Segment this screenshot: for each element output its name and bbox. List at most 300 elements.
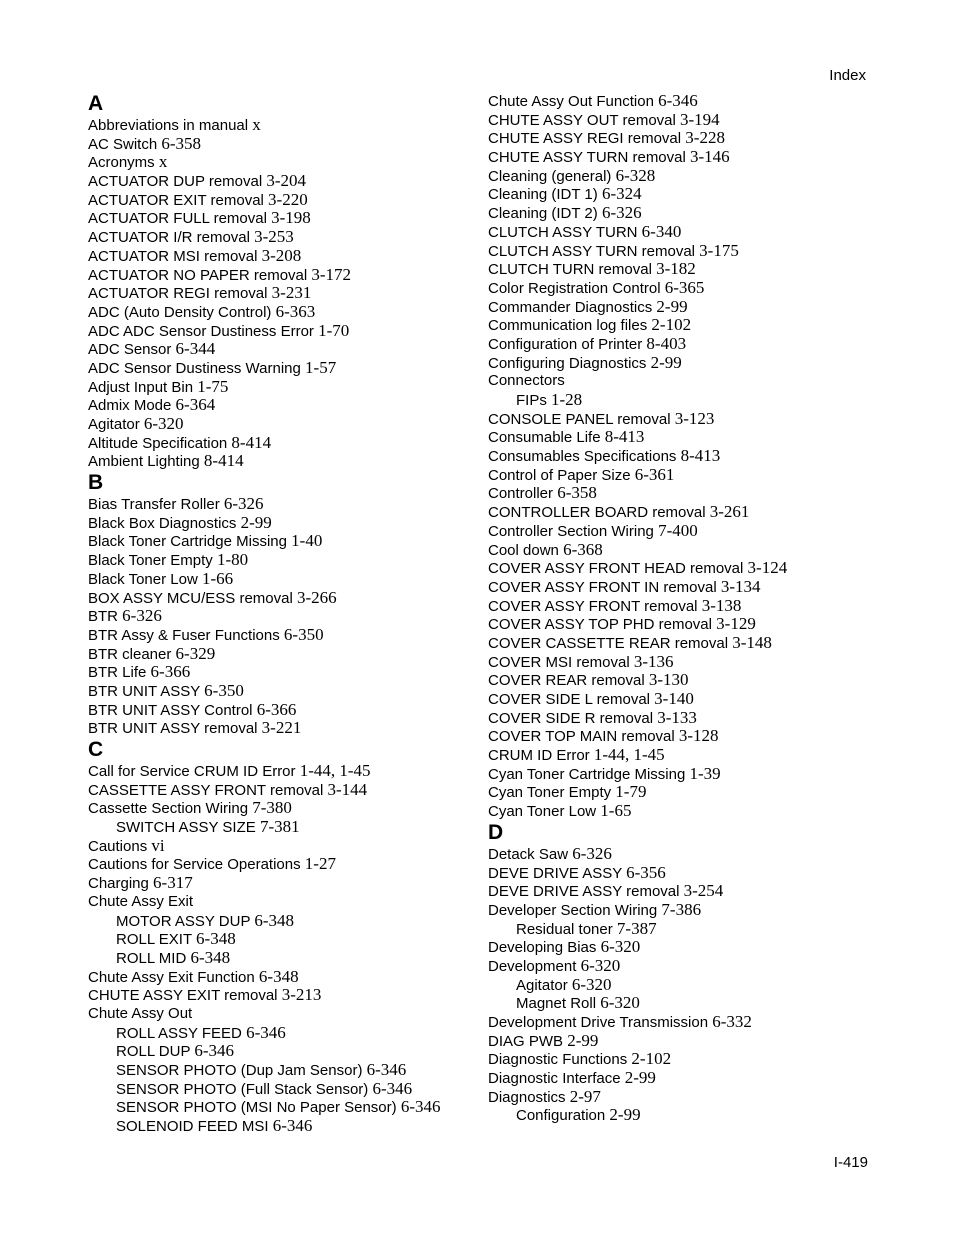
entry-term: Cyan Toner Empty	[488, 784, 612, 802]
entry-page-ref[interactable]: 6-328	[615, 165, 656, 185]
index-entry	[488, 746, 868, 765]
entry-page-ref[interactable]: 7-386	[661, 899, 702, 919]
index-entry	[88, 682, 468, 701]
index-entry	[488, 938, 868, 957]
entry-term: CRUM ID Error	[488, 747, 590, 765]
entry-page-ref[interactable]: 3-123	[674, 408, 715, 428]
entry-page-ref[interactable]: 6-365	[664, 277, 705, 297]
index-entry	[88, 247, 468, 266]
index-entry	[488, 1069, 868, 1088]
entry-page-ref[interactable]: 6-348	[258, 966, 299, 986]
entry-page-ref[interactable]: 6-329	[175, 643, 216, 663]
entry-term: Diagnostic Interface	[488, 1070, 621, 1088]
entry-page-ref[interactable]: 1-39	[689, 763, 721, 783]
index-entry	[88, 570, 468, 589]
index-entry	[88, 303, 468, 322]
index-subentry	[88, 1042, 468, 1061]
index-entry	[488, 845, 868, 864]
index-entry	[88, 135, 468, 154]
entry-page-ref[interactable]: 7-381	[259, 817, 300, 837]
entry-term: DIAG PWB	[488, 1032, 564, 1050]
index-entry	[88, 209, 468, 228]
entry-term: ROLL DUP	[116, 1043, 191, 1061]
entry-page-ref[interactable]: 2-102	[651, 315, 692, 335]
entry-term: Agitator	[88, 416, 140, 433]
entry-page-ref[interactable]: 6-324	[601, 184, 642, 204]
index-entry	[488, 279, 868, 298]
entry-page-ref[interactable]: 1-28	[551, 390, 583, 409]
index-entry	[88, 452, 468, 471]
entry-page-ref[interactable]: 3-128	[678, 726, 719, 746]
entry-page-ref[interactable]: 3-261	[709, 502, 750, 522]
entry-term: Black Toner Low	[88, 570, 198, 588]
index-subentry	[488, 391, 868, 410]
index-entry	[488, 901, 868, 920]
entry-page-ref[interactable]: vi	[151, 835, 165, 855]
index-entry	[488, 316, 868, 335]
entry-page-ref[interactable]: 6-346	[372, 1078, 413, 1098]
entry-page-ref[interactable]: 1-40	[291, 531, 323, 551]
entry-page-ref[interactable]: 2-99	[656, 296, 688, 316]
entry-term: ADC ADC Sensor Dustiness Error	[88, 322, 314, 340]
entry-term: ROLL MID	[116, 949, 187, 967]
entry-page-ref[interactable]: 3-204	[266, 171, 307, 191]
index-entry	[88, 663, 468, 682]
entry-page-ref[interactable]: 3-144	[327, 779, 368, 799]
entry-term: AC Switch	[88, 135, 158, 153]
entry-page-ref[interactable]: 3-221	[261, 718, 302, 738]
entry-page-ref[interactable]: 3-133	[657, 707, 697, 727]
entry-page-ref[interactable]: 6-361	[634, 464, 675, 484]
entry-page-ref[interactable]: 1-65	[600, 801, 632, 821]
entry-page-ref[interactable]: 3-253	[254, 227, 294, 247]
entry-page-ref[interactable]: 3-254	[683, 881, 724, 901]
entry-page-ref[interactable]: 3-130	[648, 670, 689, 690]
entry-page-ref[interactable]: 6-350	[283, 624, 324, 644]
entry-page-ref[interactable]: 6-320	[580, 955, 621, 975]
entry-term: Residual toner	[516, 920, 613, 938]
entry-term: Connectors	[488, 372, 565, 390]
entry-page-ref[interactable]: 6-332	[712, 1012, 752, 1031]
entry-page-ref[interactable]: 3-134	[720, 576, 761, 596]
entry-term: Communication log files	[488, 317, 648, 335]
entry-term: Abbreviations in manual	[88, 117, 249, 134]
entry-term: CHUTE ASSY EXIT removal	[88, 987, 278, 1005]
entry-page-ref[interactable]: 6-320	[571, 974, 612, 994]
entry-term: ACTUATOR FULL removal	[88, 210, 267, 228]
index-entry	[488, 634, 868, 653]
index-entry	[88, 340, 468, 359]
entry-page-ref[interactable]: 6-346	[658, 91, 698, 110]
index-entry	[488, 372, 868, 391]
entry-term: Controller Section Wiring	[488, 522, 654, 540]
entry-page-ref[interactable]: 6-346	[366, 1060, 407, 1079]
entry-page-ref[interactable]: 8-403	[646, 333, 687, 353]
entry-term: ROLL ASSY FEED	[116, 1024, 242, 1042]
entry-term: Ambient Lighting	[88, 453, 200, 471]
index-subentry	[488, 994, 868, 1013]
entry-page-ref[interactable]: 6-358	[557, 483, 597, 503]
running-header: Index	[829, 67, 866, 84]
entry-page-ref[interactable]: 6-348	[254, 910, 295, 930]
index-entry	[488, 522, 868, 541]
index-subentry	[488, 920, 868, 939]
entry-page-ref[interactable]: 3-140	[654, 689, 694, 708]
index-entry	[488, 653, 868, 672]
index-entry	[88, 284, 468, 303]
entry-term: Magnet Roll	[516, 995, 597, 1013]
entry-term: Call for Service CRUM ID Error	[88, 763, 296, 780]
entry-page-ref[interactable]: 8-413	[604, 427, 645, 447]
index-column-left	[88, 92, 468, 1136]
entry-page-ref[interactable]: 1-57	[305, 357, 337, 377]
entry-page-ref[interactable]: 7-387	[616, 918, 657, 938]
entry-page-ref[interactable]: 6-363	[275, 301, 316, 321]
entry-term: Black Toner Cartridge Missing	[88, 533, 287, 551]
index-entry	[488, 466, 868, 485]
index-entry	[488, 1050, 868, 1069]
index-entry	[488, 783, 868, 802]
entry-term: ROLL EXIT	[116, 931, 192, 949]
entry-page-ref[interactable]: 6-350	[204, 680, 244, 700]
entry-term: ADC (Auto Density Control)	[88, 303, 272, 321]
entry-term: Controller	[488, 485, 554, 503]
index-entry	[88, 719, 468, 738]
entry-term: Cautions for Service Operations	[88, 856, 301, 874]
index-entry	[88, 191, 468, 210]
entry-term: CLUTCH ASSY TURN removal	[488, 242, 695, 260]
entry-page-ref[interactable]: 2-97	[569, 1086, 601, 1106]
entry-term: COVER SIDE R removal	[488, 709, 654, 727]
entry-term: Diagnostics	[488, 1088, 566, 1106]
entry-term: BTR UNIT ASSY	[88, 682, 200, 700]
entry-page-ref[interactable]: 2-99	[624, 1068, 656, 1088]
entry-page-ref[interactable]: 3-208	[261, 245, 302, 265]
entry-term: Agitator	[516, 976, 568, 994]
index-entry	[88, 799, 468, 818]
entry-page-ref[interactable]: 1-44, 1-45	[593, 745, 665, 765]
index-entry	[488, 503, 868, 522]
entry-term: Control of Paper Size	[488, 466, 631, 484]
entry-page-ref[interactable]: x	[252, 115, 261, 134]
entry-term: Black Toner Empty	[88, 552, 213, 570]
entry-page-ref[interactable]: x	[158, 152, 168, 172]
entry-page-ref[interactable]: 6-346	[272, 1116, 313, 1136]
entry-term: ACTUATOR I/R removal	[88, 229, 250, 247]
entry-term: ACTUATOR EXIT removal	[88, 191, 264, 209]
index-subentry	[88, 818, 468, 837]
entry-page-ref[interactable]: 3-136	[633, 651, 674, 671]
entry-term: BOX ASSY MCU/ESS removal	[88, 589, 293, 607]
entry-page-ref[interactable]: 3-148	[732, 632, 772, 652]
entry-page-ref[interactable]: 3-175	[699, 240, 739, 260]
entry-page-ref[interactable]: 6-346	[194, 1041, 235, 1061]
index-entry	[488, 260, 868, 279]
entry-page-ref[interactable]: 6-368	[563, 539, 603, 559]
index-entry	[488, 864, 868, 883]
index-entry	[488, 578, 868, 597]
entry-term: Development Drive Transmission	[488, 1014, 709, 1031]
section-letter: C	[88, 738, 104, 761]
index-entry	[88, 701, 468, 720]
entry-page-ref[interactable]: 3-228	[685, 128, 725, 148]
entry-term: BTR UNIT ASSY removal	[88, 720, 258, 738]
entry-term: FIPs	[516, 392, 547, 409]
entry-term: CHUTE ASSY REGI removal	[488, 130, 682, 148]
entry-page-ref[interactable]: 1-44, 1-45	[299, 761, 371, 780]
entry-page-ref[interactable]: 3-182	[656, 259, 696, 279]
entry-term: ADC Sensor	[88, 341, 172, 359]
index-entry	[488, 129, 868, 148]
entry-page-ref[interactable]: 6-348	[190, 947, 231, 967]
entry-page-ref[interactable]: 2-99	[567, 1030, 599, 1050]
index-entry	[488, 1032, 868, 1051]
entry-term: CLUTCH ASSY TURN	[488, 223, 638, 241]
index-entry	[88, 434, 468, 453]
entry-term: COVER ASSY FRONT removal	[488, 597, 698, 615]
index-entry	[88, 781, 468, 800]
entry-page-ref[interactable]: 3-172	[311, 264, 352, 284]
entry-page-ref[interactable]: 2-102	[631, 1049, 672, 1069]
index-entry	[488, 597, 868, 616]
entry-term: Configuration of Printer	[488, 335, 643, 353]
index-entry	[88, 415, 468, 434]
entry-page-ref[interactable]: 1-75	[197, 376, 229, 396]
index-entry	[88, 514, 468, 533]
entry-page-ref[interactable]: 6-326	[601, 203, 642, 223]
entry-page-ref[interactable]: 6-317	[153, 873, 193, 893]
index-entry	[88, 986, 468, 1005]
entry-term: MOTOR ASSY DUP	[116, 912, 251, 930]
entry-term: COVER ASSY TOP PHD removal	[488, 616, 712, 634]
entry-page-ref[interactable]: 7-400	[658, 520, 698, 540]
entry-term: Diagnostic Functions	[488, 1051, 628, 1069]
entry-term: COVER TOP MAIN removal	[488, 728, 675, 746]
index-entry	[88, 153, 468, 172]
entry-term: Cyan Toner Cartridge Missing	[488, 765, 686, 783]
index-entry	[488, 484, 868, 503]
entry-term: Cyan Toner Low	[488, 803, 597, 821]
entry-term: Developing Bias	[488, 939, 597, 957]
index-entry	[88, 645, 468, 664]
entry-page-ref[interactable]: 6-326	[572, 843, 612, 863]
entry-page-ref[interactable]: 1-27	[304, 854, 336, 874]
entry-term: Color Registration Control	[488, 279, 661, 297]
index-entry	[488, 765, 868, 784]
entry-term: BTR Life	[88, 664, 147, 682]
index-subentry	[88, 1117, 468, 1136]
entry-term: Altitude Specification	[88, 434, 228, 452]
section-letter: A	[88, 92, 104, 115]
entry-page-ref[interactable]: 3-129	[716, 614, 756, 634]
entry-page-ref[interactable]: 2-99	[240, 512, 272, 532]
entry-term: Development	[488, 957, 577, 975]
index-subentry	[88, 1024, 468, 1043]
index-entry	[88, 322, 468, 341]
entry-page-ref[interactable]: 6-320	[600, 993, 640, 1013]
index-subentry	[88, 1061, 468, 1080]
index-subentry	[88, 912, 468, 931]
entry-page-ref[interactable]: 3-198	[271, 208, 311, 228]
index-entry	[488, 957, 868, 976]
index-subentry	[88, 949, 468, 968]
entry-term: Chute Assy Exit Function	[88, 968, 255, 986]
entry-term: Cleaning (IDT 2)	[488, 205, 598, 223]
entry-term: SWITCH ASSY SIZE	[116, 819, 256, 837]
index-entry	[488, 615, 868, 634]
index-entry	[88, 495, 468, 514]
entry-page-ref[interactable]: 8-414	[231, 432, 272, 452]
index-entry	[488, 1088, 868, 1107]
entry-term: Cautions	[88, 837, 148, 855]
index-subentry	[88, 1098, 468, 1117]
index-entry	[88, 1005, 468, 1024]
entry-term: COVER SIDE L removal	[488, 691, 650, 708]
index-entry	[88, 378, 468, 397]
entry-page-ref[interactable]: 1-70	[318, 320, 350, 340]
entry-page-ref[interactable]: 6-356	[626, 862, 666, 882]
entry-term: SENSOR PHOTO (Full Stack Sensor)	[116, 1080, 369, 1098]
entry-term: Developer Section Wiring	[488, 901, 658, 919]
index-entry	[88, 762, 468, 781]
entry-term: Black Box Diagnostics	[88, 514, 237, 532]
entry-term: BTR Assy & Fuser Functions	[88, 626, 280, 644]
entry-page-ref[interactable]: 6-346	[246, 1022, 286, 1042]
index-entry	[488, 1013, 868, 1032]
entry-term: Cassette Section Wiring	[88, 800, 249, 818]
index-entry	[88, 874, 468, 893]
index-entry	[88, 837, 468, 856]
entry-page-ref[interactable]: 6-348	[196, 929, 236, 949]
index-entry	[88, 266, 468, 285]
entry-page-ref[interactable]: 6-366	[256, 699, 297, 719]
entry-term: Adjust Input Bin	[88, 378, 194, 396]
entry-page-ref[interactable]: 1-66	[201, 568, 234, 588]
entry-term: SENSOR PHOTO (MSI No Paper Sensor)	[116, 1099, 397, 1117]
entry-term: SENSOR PHOTO (Dup Jam Sensor)	[116, 1062, 363, 1079]
entry-page-ref[interactable]: 3-231	[271, 283, 312, 303]
index-subentry	[88, 1080, 468, 1099]
entry-term: ACTUATOR MSI removal	[88, 247, 258, 265]
entry-term: ACTUATOR NO PAPER removal	[88, 266, 308, 284]
entry-term: ACTUATOR DUP removal	[88, 173, 263, 191]
entry-page-ref[interactable]: 3-146	[690, 147, 730, 167]
index-entry	[88, 359, 468, 378]
index-entry	[488, 727, 868, 746]
entry-term: Bias Transfer Roller	[88, 496, 220, 514]
index-subentry	[488, 1106, 868, 1125]
index-entry	[488, 148, 868, 167]
entry-page-ref[interactable]: 6-326	[122, 606, 162, 626]
entry-page-ref[interactable]: 6-364	[175, 395, 216, 415]
entry-term: BTR cleaner	[88, 645, 172, 663]
index-entry	[488, 335, 868, 354]
index-entry	[488, 111, 868, 130]
entry-term: Acronyms	[88, 154, 155, 172]
index-entry	[88, 551, 468, 570]
entry-term: CASSETTE ASSY FRONT removal	[88, 781, 324, 799]
entry-term: Cleaning (IDT 1)	[488, 186, 598, 204]
entry-page-ref[interactable]: 2-99	[609, 1105, 641, 1125]
entry-page-ref[interactable]: 3-266	[296, 587, 337, 607]
entry-page-ref[interactable]: 6-320	[600, 937, 641, 957]
index-entry	[488, 204, 868, 223]
entry-term: DEVE DRIVE ASSY	[488, 864, 622, 882]
entry-page-ref[interactable]: 7-380	[252, 798, 292, 818]
index-entry	[88, 172, 468, 191]
entry-page-ref[interactable]: 6-340	[641, 221, 682, 241]
entry-term: BTR UNIT ASSY Control	[88, 701, 253, 719]
index-entry	[488, 541, 868, 560]
entry-page-ref[interactable]: 6-320	[143, 414, 184, 433]
index-entry	[88, 589, 468, 608]
entry-term: Detack Saw	[488, 845, 569, 863]
entry-page-ref[interactable]: 6-344	[175, 339, 216, 359]
entry-term: Chute Assy Exit	[88, 892, 194, 910]
entry-term: CLUTCH TURN removal	[488, 261, 652, 279]
index-entry	[488, 882, 868, 901]
entry-page-ref[interactable]: 3-220	[268, 189, 308, 209]
entry-page-ref[interactable]: 8-414	[203, 451, 244, 471]
index-entry	[488, 690, 868, 709]
page-number: I-419	[833, 1154, 868, 1171]
entry-page-ref[interactable]: 6-346	[400, 1097, 441, 1117]
index-entry	[88, 116, 468, 135]
section-letter: D	[488, 820, 504, 844]
entry-term: ADC Sensor Dustiness Warning	[88, 359, 301, 377]
entry-term: COVER MSI removal	[488, 653, 630, 671]
entry-page-ref[interactable]: 3-124	[747, 558, 788, 578]
index-entry	[88, 228, 468, 247]
entry-page-ref[interactable]: 6-366	[150, 662, 191, 682]
entry-page-ref[interactable]: 3-213	[281, 985, 322, 1005]
index-subentry	[88, 930, 468, 949]
entry-term: Commander Diagnostics	[488, 298, 653, 316]
entry-term: CHUTE ASSY TURN removal	[488, 149, 686, 167]
entry-page-ref[interactable]: 8-413	[680, 446, 721, 466]
entry-term: Cleaning (general)	[488, 167, 612, 185]
index-entry	[488, 354, 868, 373]
index-entry	[488, 167, 868, 186]
entry-term: Admix Mode	[88, 397, 172, 415]
index-entry	[488, 298, 868, 317]
entry-term: ACTUATOR REGI removal	[88, 285, 268, 303]
section-letter: B	[88, 471, 104, 495]
entry-page-ref[interactable]: 1-79	[615, 782, 647, 802]
entry-term: DEVE DRIVE ASSY removal	[488, 883, 680, 901]
index-entry	[88, 532, 468, 551]
index-entry	[488, 709, 868, 728]
entry-page-ref[interactable]: 3-194	[680, 109, 720, 129]
entry-term: Configuring Diagnostics	[488, 354, 647, 372]
entry-term: CONTROLLER BOARD removal	[488, 504, 706, 522]
entry-page-ref[interactable]: 6-358	[161, 133, 202, 153]
entry-page-ref[interactable]: 3-138	[701, 595, 742, 615]
index-entry	[88, 396, 468, 415]
entry-term: BTR	[88, 608, 118, 626]
entry-page-ref[interactable]: 6-326	[223, 494, 264, 514]
entry-page-ref[interactable]: 1-80	[216, 550, 249, 570]
index-entry	[488, 185, 868, 204]
entry-page-ref[interactable]: 2-99	[650, 352, 682, 372]
index-entry	[488, 559, 868, 578]
index-entry	[88, 855, 468, 874]
index-entry	[488, 223, 868, 242]
entry-term: COVER ASSY FRONT IN removal	[488, 578, 717, 596]
index-entry	[488, 92, 868, 111]
index-entry	[88, 626, 468, 645]
entry-term: CONSOLE PANEL removal	[488, 410, 671, 428]
